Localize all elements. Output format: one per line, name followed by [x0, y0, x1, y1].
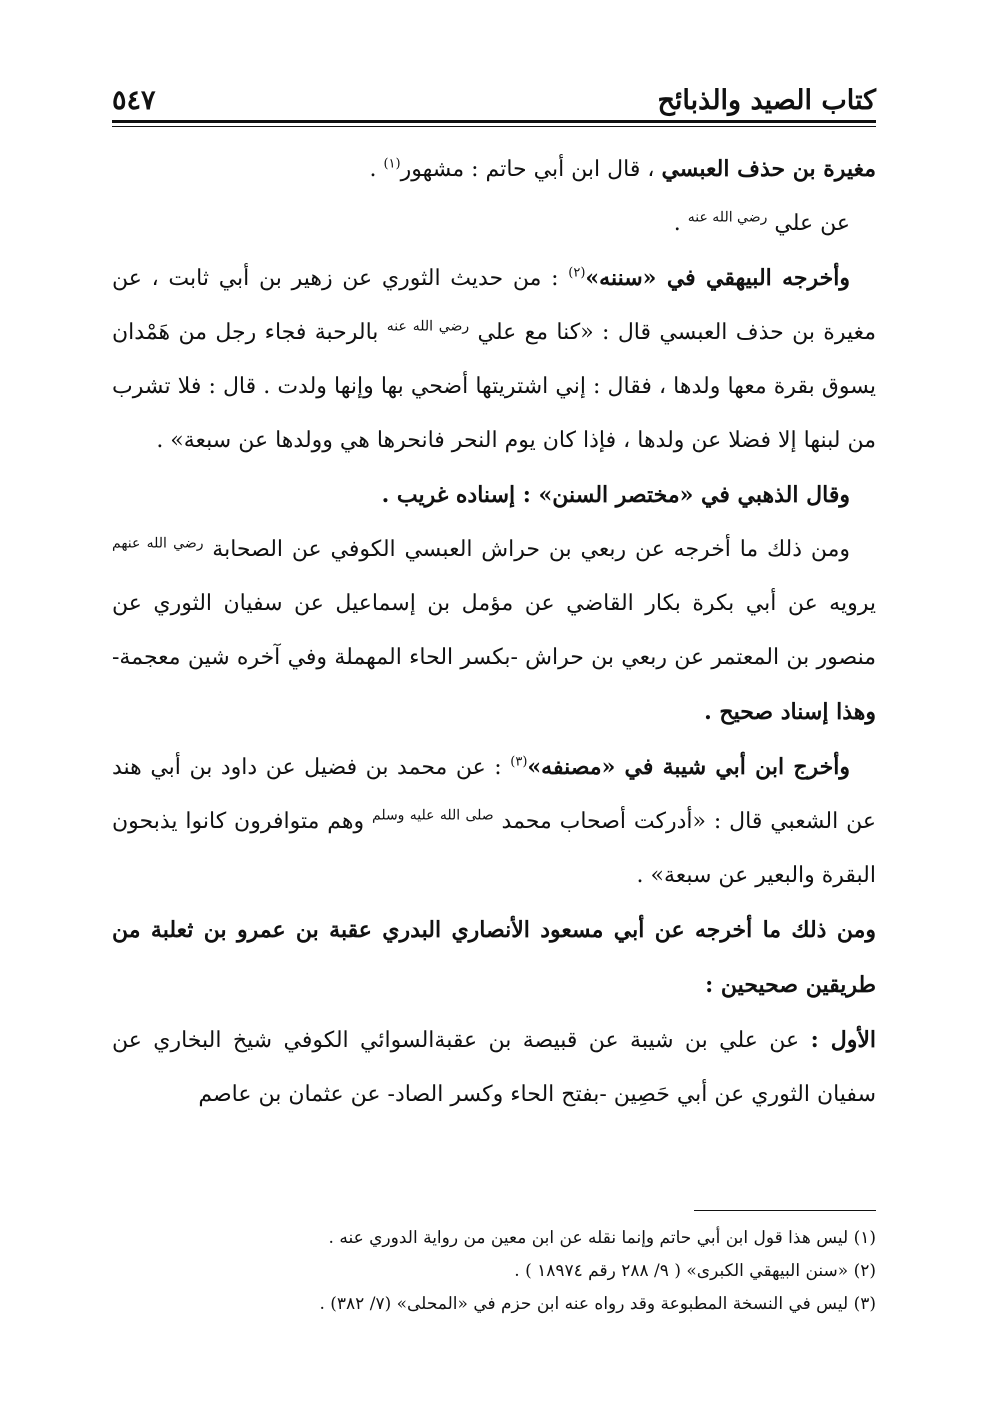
- paragraph-text-cont: وهم متوافرون كانوا يذبحون البقرة والبعير عن سبعة» .: [112, 809, 876, 888]
- paragraph-text-cont: يرويه عن أبي بكرة بكار القاضي عن مؤمل بن إسماعيل عن سفيان الثوري عن منصور بن المعتمر عن ربعي بن حراش -بكسر الحاء المهملة وفي آخره شين معجمة-: [112, 591, 876, 670]
- footnote-2: (٢) «سنن البيهقي الكبرى» ( ٩/ ٢٨٨ رقم ١٨٩٧٤ ) .: [514, 1261, 876, 1281]
- source-citation: وأخرجه البيهقي في «سننه»: [585, 265, 851, 291]
- isnad-verdict: وهذا إسناد صحيح .: [704, 699, 876, 725]
- first-route-label: الأول :: [810, 1027, 876, 1053]
- paragraph-text: ، قال ابن أبي حاتم : مشهور: [400, 157, 655, 182]
- honorific-glyph: رضي الله عنهم: [112, 535, 204, 552]
- paragraph-6: [112, 740, 876, 903]
- paragraph-4: [112, 468, 876, 523]
- dhahabi-verdict: وقال الذهبي في «مختصر السنن» : إسناده غريب .: [381, 482, 850, 508]
- page-number: ٥٤٧: [112, 85, 156, 116]
- paragraph-text-cont: بالرحبة فجاء رجل من هَمْدان يسوق بقرة معها ولدها ، فقال : إني اشتريتها أضحي بها وإنها ولدت . قال : فلا تشرب من لبنها إلا فضلا عن ولدها ، فإذا كان يوم النحر فانحرها هي وولدها عن سبعة» .: [112, 320, 876, 453]
- footnotes: [112, 1222, 876, 1321]
- paragraph-7: [112, 903, 876, 1013]
- narrator-name: مغيرة بن حذف العبسي: [661, 156, 876, 182]
- running-title: كتاب الصيد والذبائح: [657, 85, 876, 116]
- paragraph-text: : من حديث الثوري عن زهير بن أبي ثابت ، عن مغيرة بن حذف العبسي قال : «كنا مع علي: [112, 266, 876, 345]
- footnote-ref: (٣): [510, 754, 528, 770]
- section-heading: ومن ذلك ما أخرجه عن أبي مسعود الأنصاري البدري عقبة بن عمرو بن ثعلبة من طريقين صحيحين :: [112, 917, 876, 998]
- honorific-glyph: رضي الله عنه: [386, 318, 470, 335]
- honorific-glyph: صلى الله عليه وسلم: [372, 807, 494, 824]
- paragraph-5: [112, 523, 876, 740]
- paragraph-end: .: [673, 211, 681, 236]
- page-header: [112, 72, 876, 116]
- paragraph-8: [112, 1013, 876, 1122]
- footnote-1: (١) ليس هذا قول ابن أبي حاتم وإنما نقله عن ابن معين من رواية الدوري عنه .: [328, 1228, 876, 1248]
- paragraph-text: : عن محمد بن فضيل عن داود بن أبي هند عن الشعبي قال : «أدركت أصحاب محمد: [112, 755, 876, 834]
- source-citation: وأخرج ابن أبي شيبة في «مصنفه»: [527, 754, 851, 780]
- header-rule-thick: [112, 120, 876, 123]
- paragraph-1: [112, 142, 876, 197]
- paragraph-text: ومن ذلك ما أخرجه عن ربعي بن حراش العبسي الكوفي عن الصحابة: [212, 537, 850, 562]
- paragraph-end: .: [369, 157, 377, 182]
- paragraph-text: عن علي بن شيبة عن قبيصة بن عقبةالسوائي الكوفي شيخ البخاري عن سفيان الثوري عن أبي حَصِين -بفتح الحاء وكسر الصاد- عن عثمان بن عاصم: [112, 1028, 876, 1107]
- paragraph-2: [112, 197, 876, 251]
- footnote-ref: (٢): [568, 265, 586, 281]
- paragraph-3: [112, 251, 876, 468]
- footnote-rule: [694, 1210, 876, 1211]
- honorific-glyph: رضي الله عنه: [687, 209, 768, 226]
- paragraph-text: عن علي: [774, 211, 850, 236]
- header-rule-thin: [112, 126, 876, 127]
- footnote-ref: (١): [383, 156, 401, 172]
- footnote-3: (٣) ليس في النسخة المطبوعة وقد رواه عنه ابن حزم في «المحلى» (٧/ ٣٨٢) .: [319, 1294, 876, 1314]
- body-text: [112, 142, 876, 1122]
